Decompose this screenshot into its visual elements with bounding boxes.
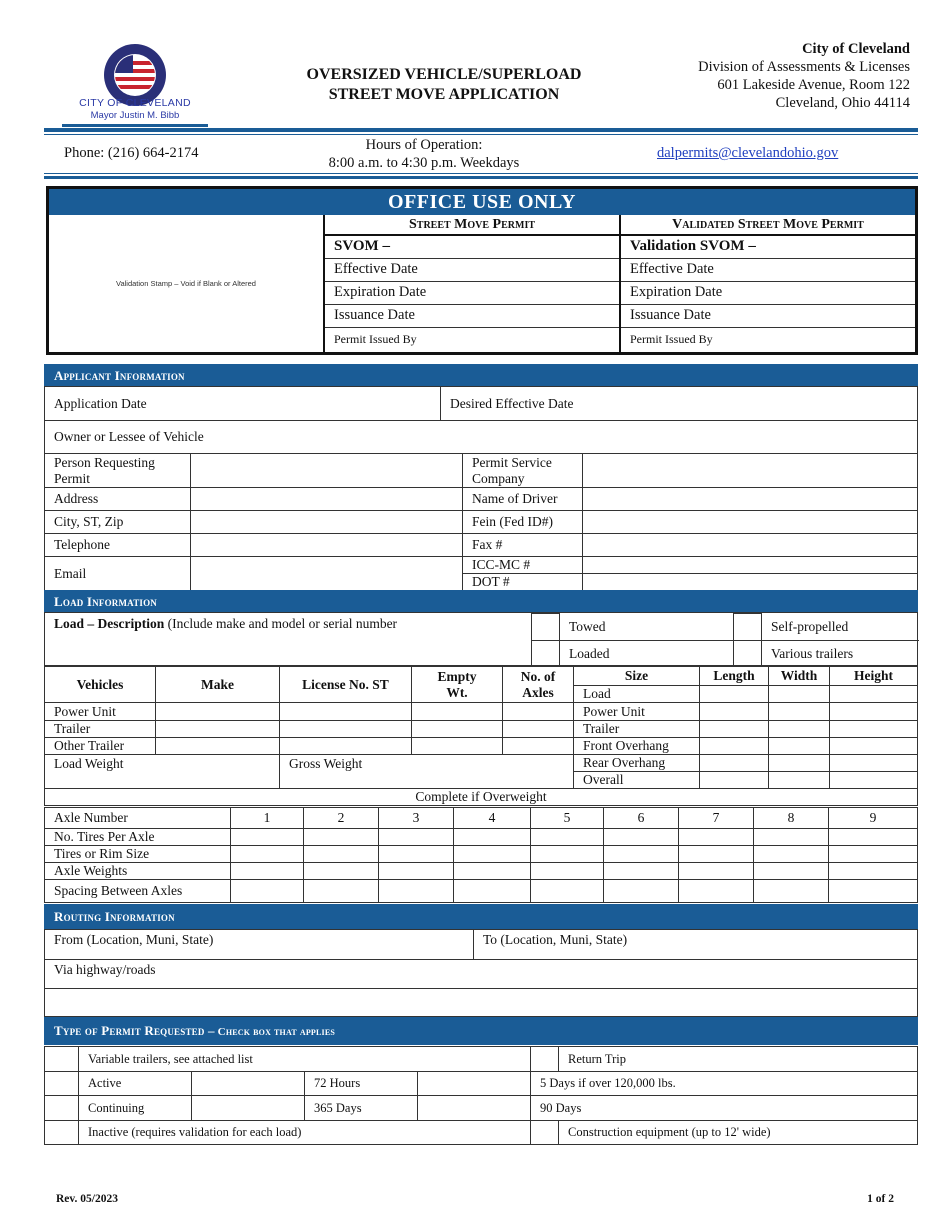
size-front-overhang-length[interactable] (700, 738, 769, 755)
tires-per-axle-cell[interactable] (304, 829, 379, 846)
load-description-label: Load – Description (54, 616, 165, 631)
permit-type-header (44, 1017, 918, 1045)
self-propelled-label: Self-propelled (762, 614, 920, 641)
tire-rim-size-cell[interactable] (231, 846, 304, 863)
load-description-hint: (Include make and model or serial number (164, 616, 398, 631)
axle-spacing-cell[interactable] (679, 880, 754, 903)
axle-spacing-cell[interactable] (379, 880, 454, 903)
desired-effective-date-field[interactable]: Desired Effective Date (441, 387, 918, 421)
axle-weight-cell[interactable] (304, 863, 379, 880)
validated-expiration-date-field[interactable]: Expiration Date (620, 281, 915, 304)
size-rear-overhang-height[interactable] (830, 755, 918, 772)
tires-per-axle-cell[interactable] (454, 829, 531, 846)
issuance-date-field[interactable]: Issuance Date (325, 304, 620, 327)
size-rear-overhang-length[interactable] (700, 755, 769, 772)
vehicle-size-table (44, 666, 918, 806)
axle-spacing-cell[interactable] (604, 880, 679, 903)
header-rule-thin (44, 134, 918, 135)
size-trailer-height[interactable] (830, 721, 918, 738)
city-caption: CITY OF CLEVELAND (79, 97, 191, 109)
validated-permit-header: Validated Street Move Permit (620, 215, 915, 235)
axle-number-9: 9 (829, 808, 918, 829)
validation-svom-field[interactable]: Validation SVOM – (620, 235, 915, 258)
axle-spacing-cell[interactable] (231, 880, 304, 903)
other-trailer-axles[interactable] (503, 738, 574, 755)
size-overall-length[interactable] (700, 772, 769, 789)
size-overall-label: Overall (574, 772, 700, 789)
person-requesting-label: Person Requesting Permit (45, 454, 191, 488)
power-unit-axles[interactable] (503, 703, 574, 721)
size-power-unit-height[interactable] (830, 703, 918, 721)
size-trailer-width[interactable] (769, 721, 830, 738)
office-permit-table (325, 215, 915, 352)
height-header: Height (830, 667, 918, 686)
power-unit-make[interactable] (156, 703, 280, 721)
self-propelled-checkbox[interactable] (734, 614, 762, 641)
size-load-label: Load (574, 686, 700, 703)
axle-spacing-label: Spacing Between Axles (45, 880, 231, 903)
fax-label: Fax # (463, 534, 583, 557)
email-label: Email (45, 557, 191, 591)
trailer-empty-wt[interactable] (412, 721, 503, 738)
other-trailer-empty-wt[interactable] (412, 738, 503, 755)
office-use-title: OFFICE USE ONLY (49, 189, 915, 215)
size-power-unit-length[interactable] (700, 703, 769, 721)
license-header: License No. ST (280, 667, 412, 703)
validated-permit-issued-by-field[interactable]: Permit Issued By (630, 332, 713, 347)
address-input[interactable] (191, 488, 463, 511)
contact-email-link[interactable]: dalpermits@clevelandohio.gov (657, 145, 839, 161)
driver-name-input[interactable] (583, 488, 918, 511)
power-unit-license[interactable] (280, 703, 412, 721)
contact-rule (44, 173, 918, 174)
towed-checkbox[interactable] (532, 614, 560, 641)
via-highway-continued[interactable] (45, 989, 918, 1017)
72-hours-checkbox[interactable] (192, 1072, 305, 1096)
loaded-label: Loaded (569, 645, 610, 661)
size-load-width[interactable] (769, 686, 830, 703)
length-header: Length (700, 667, 769, 686)
revision-label: Rev. 05/2023 (56, 1193, 118, 1205)
continuing-checkbox[interactable] (45, 1096, 79, 1121)
svom-field[interactable]: SVOM – (325, 235, 620, 258)
page-number: 1 of 2 (867, 1193, 894, 1205)
tires-per-axle-label: No. Tires Per Axle (45, 829, 231, 846)
axle-weight-cell[interactable] (679, 863, 754, 880)
various-trailers-checkbox[interactable] (734, 641, 762, 667)
tire-rim-size-cell[interactable] (829, 846, 918, 863)
other-trailer-label: Other Trailer (45, 738, 156, 755)
gross-weight-field[interactable]: Gross Weight (280, 755, 574, 789)
validated-issuance-date-field[interactable]: Issuance Date (620, 304, 915, 327)
telephone-input[interactable] (191, 534, 463, 557)
tires-per-axle-cell[interactable] (231, 829, 304, 846)
size-rear-overhang-label: Rear Overhang (574, 755, 700, 772)
validated-effective-date-field[interactable]: Effective Date (620, 258, 915, 281)
size-load-height[interactable] (830, 686, 918, 703)
loaded-checkbox[interactable] (532, 641, 560, 667)
via-highway-field[interactable]: Via highway/roads (45, 960, 918, 989)
tires-per-axle-cell[interactable] (754, 829, 829, 846)
tire-rim-size-cell[interactable] (531, 846, 604, 863)
return-trip-checkbox[interactable] (531, 1047, 559, 1072)
size-trailer-length[interactable] (700, 721, 769, 738)
construction-equipment-checkbox[interactable] (531, 1121, 559, 1145)
permit-type-table (44, 1046, 918, 1145)
application-date-field[interactable]: Application Date (45, 387, 441, 421)
365-days-label: 365 Days (305, 1096, 418, 1121)
tire-rim-size-cell[interactable] (454, 846, 531, 863)
axle-weight-cell[interactable] (379, 863, 454, 880)
active-checkbox[interactable] (45, 1072, 79, 1096)
logo-underline (62, 124, 208, 127)
tires-per-axle-cell[interactable] (679, 829, 754, 846)
tire-rim-size-cell[interactable] (604, 846, 679, 863)
office-use-panel (46, 186, 918, 355)
hours-of-operation: Hours of Operation: 8:00 a.m. to 4:30 p.m. Weekdays (328, 137, 520, 171)
trailer-make[interactable] (156, 721, 280, 738)
size-rear-overhang-width[interactable] (769, 755, 830, 772)
permit-issued-by-field[interactable]: Permit Issued By (325, 327, 620, 352)
axle-weight-cell[interactable] (754, 863, 829, 880)
permit-service-company-input[interactable] (583, 454, 918, 488)
dot-input[interactable] (583, 574, 918, 591)
inactive-label: Inactive (requires validation for each load) (79, 1121, 531, 1145)
tire-rim-size-cell[interactable] (379, 846, 454, 863)
effective-date-field[interactable]: Effective Date (325, 258, 620, 281)
size-header: Size (574, 667, 700, 686)
72-hours-label: 72 Hours (305, 1072, 418, 1096)
axle-number-label: Axle Number (45, 808, 231, 829)
axle-number-5: 5 (531, 808, 604, 829)
contact-rule-thick (44, 176, 918, 179)
construction-equipment-label: Construction equipment (up to 12' wide) (559, 1121, 918, 1145)
vehicles-header: Vehicles (45, 667, 156, 703)
city-st-zip-input[interactable] (191, 511, 463, 534)
axle-number-8: 8 (754, 808, 829, 829)
applicant-date-row (44, 386, 918, 454)
90-days-label: 90 Days (531, 1096, 918, 1121)
size-power-unit-width[interactable] (769, 703, 830, 721)
phone-number: Phone: (216) 664-2174 (64, 145, 199, 161)
size-load-length[interactable] (700, 686, 769, 703)
overweight-note: Complete if Overweight (45, 789, 918, 806)
axles-header: No. of Axles (503, 667, 574, 703)
owner-lessee-field[interactable]: Owner or Lessee of Vehicle (45, 421, 918, 454)
axle-number-7: 7 (679, 808, 754, 829)
permit-type-title: Type of Permit Requested – (54, 1023, 215, 1038)
street-move-permit-header: Street Move Permit (325, 215, 620, 235)
towed-label: Towed (560, 614, 734, 641)
axle-table (44, 807, 918, 903)
90-days-checkbox[interactable] (418, 1096, 531, 1121)
5-days-checkbox[interactable] (418, 1072, 531, 1096)
trailer-license[interactable] (280, 721, 412, 738)
telephone-label: Telephone (45, 534, 191, 557)
other-trailer-make[interactable] (156, 738, 280, 755)
validation-stamp-note: Validation Stamp – Void if Blank or Altered (116, 279, 256, 288)
mayor-name: Mayor Justin M. Bibb (90, 110, 180, 121)
route-to-field[interactable]: To (Location, Muni, State) (474, 930, 918, 960)
permit-service-company-label: Permit Service Company (463, 454, 583, 488)
empty-weight-header: Empty Wt. (412, 667, 503, 703)
365-days-checkbox[interactable] (192, 1096, 305, 1121)
email-input[interactable] (191, 557, 463, 591)
applicant-info-header: Applicant Information (44, 364, 918, 386)
header-rule (44, 128, 918, 132)
icc-mc-label: ICC-MC # (463, 557, 583, 574)
trailer-axles[interactable] (503, 721, 574, 738)
inactive-checkbox[interactable] (45, 1121, 79, 1145)
applicant-detail-table (44, 453, 918, 591)
axle-weight-cell[interactable] (531, 863, 604, 880)
fein-input[interactable] (583, 511, 918, 534)
width-header: Width (769, 667, 830, 686)
power-unit-empty-wt[interactable] (412, 703, 503, 721)
variable-trailers-checkbox[interactable] (45, 1047, 79, 1072)
axle-spacing-cell[interactable] (454, 880, 531, 903)
permit-type-instruction: Check box that applies (214, 1026, 336, 1038)
validation-stamp-area (49, 215, 325, 352)
expiration-date-field[interactable]: Expiration Date (325, 281, 620, 304)
tires-per-axle-cell[interactable] (379, 829, 454, 846)
axle-spacing-cell[interactable] (304, 880, 379, 903)
size-front-overhang-height[interactable] (830, 738, 918, 755)
routing-info-header: Routing Information (44, 904, 918, 929)
icc-mc-input[interactable] (583, 557, 918, 574)
axle-spacing-cell[interactable] (829, 880, 918, 903)
axle-spacing-cell[interactable] (754, 880, 829, 903)
load-weight-field[interactable]: Load Weight (45, 755, 280, 789)
axle-weight-cell[interactable] (604, 863, 679, 880)
form-title: OVERSIZED VEHICLE/SUPERLOAD STREET MOVE APPLICATION (306, 66, 582, 103)
route-from-field[interactable]: From (Location, Muni, State) (45, 930, 474, 960)
fein-label: Fein (Fed ID#) (463, 511, 583, 534)
variable-trailers-label: Variable trailers, see attached list (79, 1047, 531, 1072)
various-trailers-label: Various trailers (771, 645, 854, 661)
address-label: Address (45, 488, 191, 511)
size-front-overhang-width[interactable] (769, 738, 830, 755)
tire-rim-size-cell[interactable] (304, 846, 379, 863)
office-address: City of Cleveland Division of Assessments & Licenses 601 Lakeside Avenue, Room 122 Cleveland, Ohio 44114 (698, 41, 910, 111)
size-power-unit-label: Power Unit (574, 703, 700, 721)
tire-rim-size-cell[interactable] (754, 846, 829, 863)
size-front-overhang-label: Front Overhang (574, 738, 700, 755)
trailer-label: Trailer (45, 721, 156, 738)
driver-name-label: Name of Driver (463, 488, 583, 511)
active-label: Active (79, 1072, 192, 1096)
axle-weight-cell[interactable] (829, 863, 918, 880)
routing-table (44, 929, 918, 1017)
size-overall-width[interactable] (769, 772, 830, 789)
axle-number-3: 3 (379, 808, 454, 829)
axle-number-6: 6 (604, 808, 679, 829)
axle-weights-label: Axle Weights (45, 863, 231, 880)
load-info-header: Load Information (44, 590, 918, 612)
make-header: Make (156, 667, 280, 703)
axle-weight-cell[interactable] (231, 863, 304, 880)
axle-spacing-cell[interactable] (531, 880, 604, 903)
continuing-label: Continuing (79, 1096, 192, 1121)
5-days-label: 5 Days if over 120,000 lbs. (531, 1072, 918, 1096)
tire-rim-size-label: Tires or Rim Size (45, 846, 231, 863)
tires-per-axle-cell[interactable] (604, 829, 679, 846)
size-overall-height[interactable] (830, 772, 918, 789)
tires-per-axle-cell[interactable] (829, 829, 918, 846)
other-trailer-license[interactable] (280, 738, 412, 755)
power-unit-label: Power Unit (45, 703, 156, 721)
axle-number-2: 2 (304, 808, 379, 829)
axle-number-1: 1 (231, 808, 304, 829)
axle-weight-cell[interactable] (454, 863, 531, 880)
tire-rim-size-cell[interactable] (679, 846, 754, 863)
size-trailer-label: Trailer (574, 721, 700, 738)
tires-per-axle-cell[interactable] (531, 829, 604, 846)
dot-label: DOT # (463, 574, 583, 591)
fax-input[interactable] (583, 534, 918, 557)
load-description-area (44, 612, 918, 666)
return-trip-label: Return Trip (559, 1047, 918, 1072)
city-st-zip-label: City, ST, Zip (45, 511, 191, 534)
person-requesting-input[interactable] (191, 454, 463, 488)
axle-number-4: 4 (454, 808, 531, 829)
